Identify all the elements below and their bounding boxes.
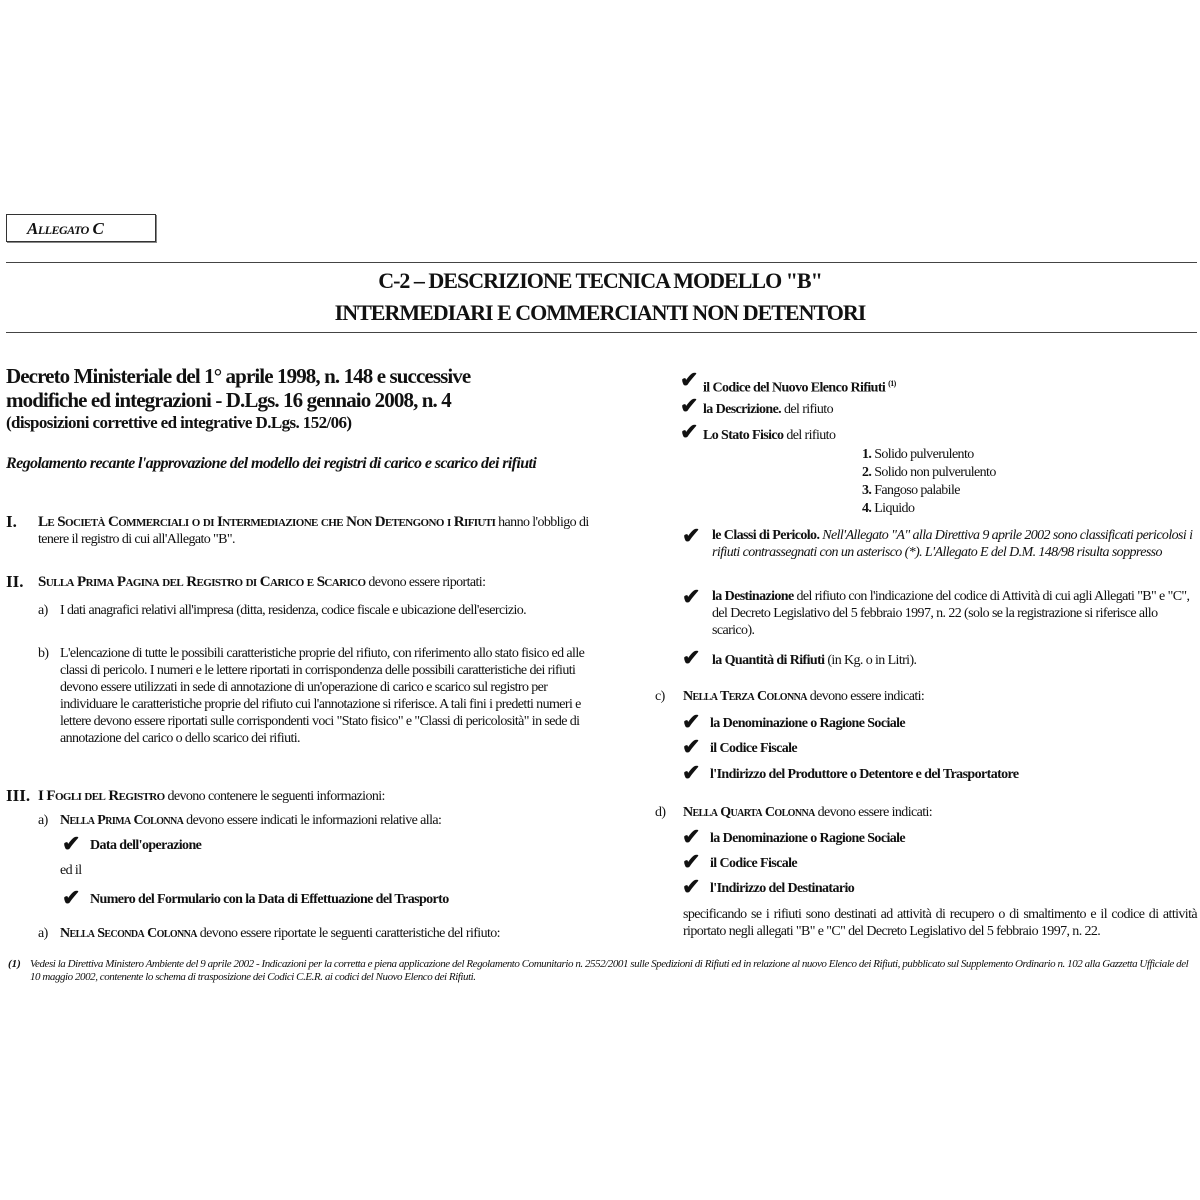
col-d-caps: Nella Quarta Colonna (683, 805, 815, 820)
right-item6 (712, 652, 916, 669)
section3-b-body: devono essere riportate le seguenti caratteristiche del rifiuto: (196, 926, 500, 941)
right-item3-bold: Lo Stato Fisico (703, 428, 784, 443)
col-c-item2: il Codice Fiscale (710, 741, 798, 756)
right-item3 (703, 427, 835, 444)
check-icon: ✔ (682, 523, 701, 548)
col-d-label: d) (655, 805, 666, 820)
section1-number: I. (6, 512, 17, 531)
check-icon: ✔ (680, 419, 699, 444)
col-c-body: devono essere indicati: (806, 689, 925, 704)
check-icon: ✔ (682, 874, 701, 899)
check-icon: ✔ (680, 393, 699, 418)
section3-body: devono contenere le seguenti informazioni: (164, 789, 385, 804)
col-d-item3: l'Indirizzo del Destinatario (710, 881, 855, 896)
footnote-text: Vedesi la Direttiva Ministero Ambiente del 9 aprile 2002 - Indicazioni per la corretta e piena applicazione del Regolamento Comunitario n. 2552/2001 sulle Spedizioni di Rifiuti ed in relazione al nuovo Elenco dei Rifiuti, pubblicato sul Supplemento Ordinario n. 102 alla Gazzetta Ufficiale del 10 maggio 2002, contenente lo schema di trasposizione dei Codici C.E.R. ai codici del Nuovo Elenco dei Rifiuti. (30, 958, 1189, 983)
check-icon: ✔ (682, 734, 701, 759)
right-item6-text: (in Kg. o in Litri). (824, 653, 917, 668)
check-icon: ✔ (682, 645, 701, 670)
section3-a-item2: Numero del Formulario con la Data di Effettuazione del Trasporto (90, 892, 449, 907)
state-label: Liquido (874, 501, 915, 516)
footnote-number: (1) (8, 958, 21, 970)
check-icon: ✔ (682, 709, 701, 734)
section3-b-caps: Nella Seconda Colonna (60, 926, 197, 941)
section2-text (38, 574, 598, 591)
state-num: 2. (862, 465, 872, 480)
col-c-label: c) (655, 689, 665, 704)
annex-label: Allegato C (27, 219, 104, 238)
state-num: 1. (862, 447, 872, 462)
col-c-item1: la Denominazione o Ragione Sociale (710, 716, 906, 731)
section1-body: hanno l'obbligo di tenere il registro di cui all'Allegato "B". (38, 515, 589, 547)
section2-caps: Sulla Prima Pagina del Registro di Carico e Scarico (38, 574, 366, 590)
state-num: 3. (862, 483, 872, 498)
section3-a-text (60, 812, 441, 829)
divider-top (6, 262, 1197, 263)
right-item2-bold: la Descrizione. (703, 402, 782, 417)
section3-number: III. (6, 786, 31, 805)
check-icon: ✔ (682, 824, 701, 849)
section3-a-label: a) (38, 813, 48, 828)
section2-b-label: b) (38, 646, 49, 661)
state-1 (862, 446, 996, 464)
right-item2 (703, 401, 833, 418)
col-d-item2: il Codice Fiscale (710, 856, 798, 871)
check-icon: ✔ (680, 367, 699, 392)
section2-number: II. (6, 572, 24, 591)
check-icon: ✔ (682, 849, 701, 874)
section1-caps: Le Società Commerciali o di Intermediazione che Non Detengono i Rifiuti (38, 514, 496, 530)
col-c-item3: l'Indirizzo del Produttore o Detentore e del Trasportatore (710, 767, 1019, 782)
col-d-text (683, 804, 932, 821)
section3-a-item1: Data dell'operazione (90, 838, 202, 853)
right-item3-text: del rifiuto (783, 428, 836, 443)
right-item4-bold: le Classi di Pericolo. (712, 528, 820, 543)
section3-b-text (60, 925, 500, 942)
right-item5-text: del rifiuto con l'indicazione del codice di Attività di cui agli Allegati "B" e "C", del Decreto Legislativo del 5 febbraio 1997, n. 22 (solo se la registrazione si riferisce allo scarico). (712, 589, 1190, 638)
check-icon: ✔ (62, 831, 81, 856)
section3-a-body: devono essere indicati le informazioni relative alla: (183, 813, 442, 828)
closing-paragraph: specificando se i rifiuti sono destinati ad attività di recupero o di smaltimento e il codice di attività riportato negli allegati "B" e "C" del Decreto Legislativo del 5 febbraio 1997, n. 22. (683, 907, 1197, 939)
right-item4 (712, 527, 1197, 561)
section2-a-label: a) (38, 603, 48, 618)
physical-state-list (862, 446, 996, 518)
section3-caps: I Fogli del Registro (38, 788, 165, 804)
decree-line2: modifiche ed integrazioni - D.Lgs. 16 gennaio 2008, n. 4 (6, 388, 451, 412)
col-c-caps: Nella Terza Colonna (683, 689, 807, 704)
decree-subtitle: Regolamento recante l'approvazione del modello dei registri di carico e scarico dei rifiuti (6, 455, 537, 472)
divider-bottom (6, 332, 1197, 333)
decree-heading (6, 364, 470, 434)
state-2 (862, 464, 996, 482)
state-label: Fangoso palabile (874, 483, 960, 498)
right-item6-bold: la Quantità di Rifiuti (712, 653, 825, 668)
section3-a-join: ed il (60, 863, 82, 878)
right-item2-text: del rifiuto (781, 402, 833, 417)
right-item4-italic: Nell'Allegato "A" alla Direttiva 9 aprile 2002 sono classificati pericolosi i rifiuti contrassegnati con un asterisco (*). L'Allegato E del D.M. 148/98 risulta soppresso (712, 528, 1193, 560)
decree-line1: Decreto Ministeriale del 1° aprile 1998, n. 148 e successive (6, 364, 471, 388)
footnote-ref: (1) (888, 379, 896, 388)
right-item5-bold: la Destinazione (712, 589, 794, 604)
right-item1-text: il Codice del Nuovo Elenco Rifiuti (703, 380, 886, 396)
right-item5 (712, 588, 1197, 639)
section2-a-text: I dati anagrafici relativi all'impresa (ditta, residenza, codice fiscale e ubicazione dell'esercizio. (60, 603, 527, 618)
state-4 (862, 500, 996, 518)
check-icon: ✔ (682, 584, 701, 609)
check-icon: ✔ (62, 885, 81, 910)
state-label: Solido non pulverulento (874, 465, 996, 480)
page-title-line2: INTERMEDIARI E COMMERCIANTI NON DETENTORI (334, 300, 866, 325)
section2-body: devono essere riportati: (365, 575, 486, 590)
section3-text (38, 788, 598, 805)
check-icon: ✔ (682, 760, 701, 785)
page-title-line1: C-2 – DESCRIZIONE TECNICA MODELLO "B" (378, 268, 822, 293)
state-num: 4. (862, 501, 872, 516)
state-3 (862, 482, 996, 500)
section3-a-caps: Nella Prima Colonna (60, 813, 184, 828)
right-item1 (703, 375, 896, 397)
annex-label-box (6, 214, 156, 242)
state-label: Solido pulverulento (874, 447, 974, 462)
col-d-body: devono essere indicati: (814, 805, 933, 820)
decree-line3: (disposizioni correttive ed integrative D.Lgs. 152/06) (6, 413, 352, 432)
section1-text (38, 514, 598, 548)
col-c-text (683, 688, 924, 705)
section2-b-text: L'elencazione di tutte le possibili caratteristiche proprie del rifiuto, con riferimento allo stato fisico ed alle classi di pericolo. I numeri e le lettere riportati in corrispondenza delle possibili caratteristiche dei rifiuti devono essere utilizzati in sede di annotazione di un'operazione di carico e scarico sul registro per individuare le caratteristiche proprie del rifiuto cui l'annotazione si riferisce. A tali fini i predetti numeri e lettere devono essere riportati sulle corrispondenti voci "Stato fisico" e "Classi di pericolosità" in sede di annotazione del carico o dello scarico dei rifiuti. (60, 646, 585, 746)
section3-b-label: a) (38, 926, 48, 941)
col-d-item1: la Denominazione o Ragione Sociale (710, 831, 906, 846)
